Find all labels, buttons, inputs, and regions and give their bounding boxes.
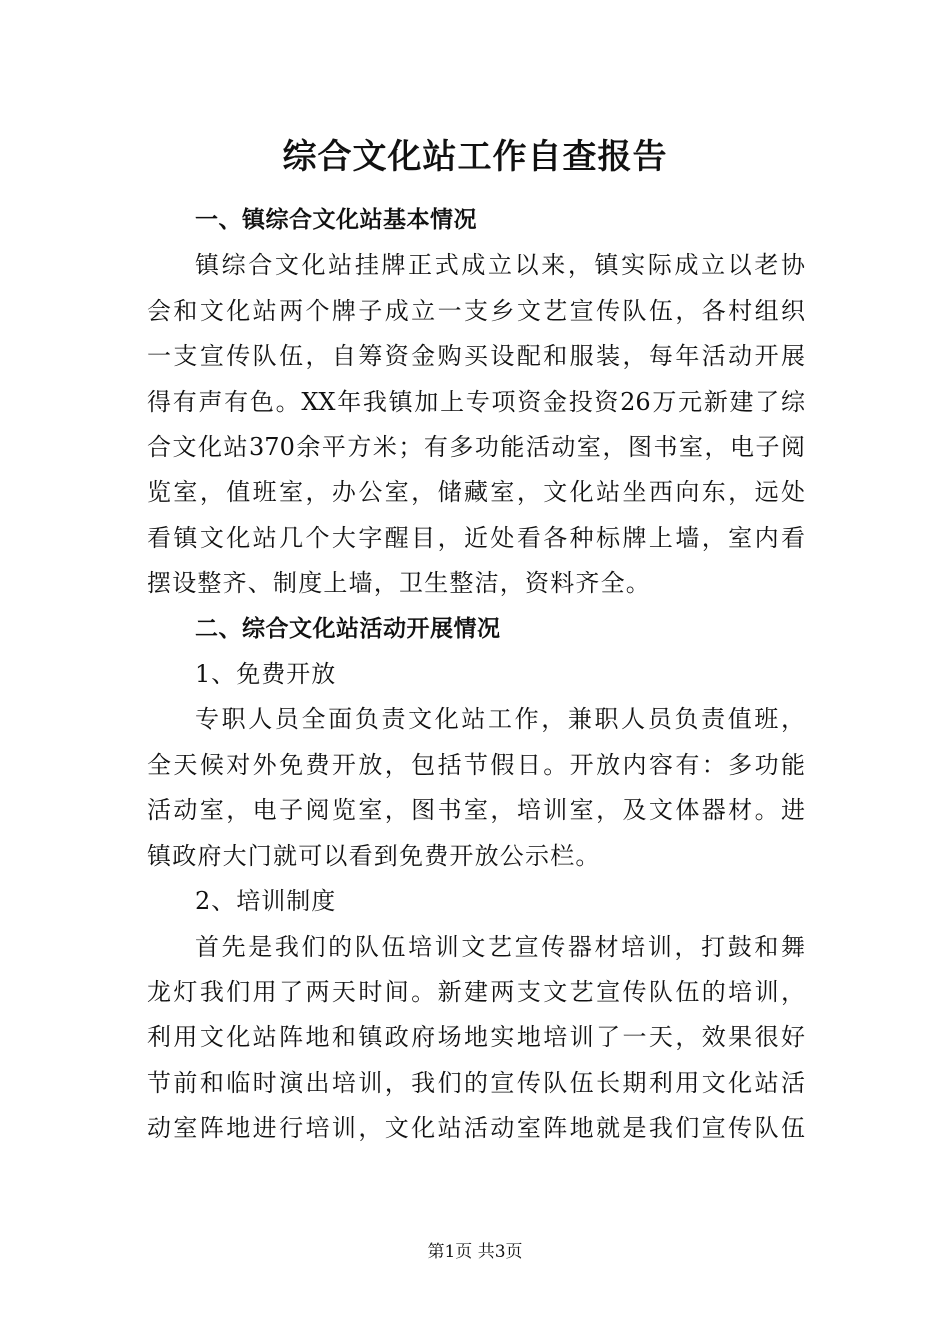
paragraph-line: 活动室，电子阅览室，图书室，培训室，及文体器材。进: [147, 796, 805, 825]
document-title: 综合文化站工作自查报告: [282, 137, 668, 177]
paragraph-line: 全天候对外免费开放，包括节假日。开放内容有：多功能: [147, 750, 805, 779]
paragraph-line: 动室阵地进行培训，文化站活动室阵地就是我们宣传队伍: [147, 1114, 805, 1143]
paragraph: [147, 243, 805, 606]
paragraph-line: 镇政府大门就可以看到免费开放公示栏。: [147, 841, 601, 870]
paragraph-line: 节前和临时演出培训，我们的宣传队伍长期利用文化站活: [147, 1068, 805, 1097]
paragraph-line: 得有声有色。XX年我镇加上专项资金投资26万元新建了综: [147, 387, 805, 416]
paragraph-line: 利用文化站阵地和镇政府场地实地培训了一天，效果很好: [147, 1023, 805, 1052]
paragraph-line: 览室，值班室，办公室，储藏室，文化站坐西向东，远处: [147, 478, 805, 507]
paragraph-line: 合文化站370余平方米；有多功能活动室，图书室，电子阅: [147, 433, 805, 462]
subsection-heading: 2、培训制度: [195, 887, 337, 916]
paragraph: [147, 925, 805, 1152]
document-body: [147, 198, 805, 1152]
paragraph-line: 摆设整齐、制度上墙，卫生整洁，资料齐全。: [147, 569, 651, 598]
paragraph: [147, 697, 805, 879]
paragraph-line: 看镇文化站几个大字醒目，近处看各种标牌上墙，室内看: [147, 523, 805, 552]
subsection-heading: 1、免费开放: [195, 660, 337, 689]
paragraph-line: 首先是我们的队伍培训文艺宣传器材培训，打鼓和舞: [195, 932, 805, 961]
paragraph-line: 一支宣传队伍，自筹资金购买设配和服装，每年活动开展: [147, 342, 805, 371]
section-heading: 一、镇综合文化站基本情况: [195, 207, 477, 233]
paragraph-line: 龙灯我们用了两天时间。新建两支文艺宣传队伍的培训，: [147, 977, 805, 1006]
section-heading: 二、综合文化站活动开展情况: [195, 615, 501, 642]
paragraph-line: 专职人员全面负责文化站工作，兼职人员负责值班，: [195, 705, 805, 734]
paragraph-line: 镇综合文化站挂牌正式成立以来，镇实际成立以老协: [195, 251, 805, 280]
page-footer: 第1页 共3页: [427, 1242, 523, 1262]
paragraph-line: 会和文化站两个牌子成立一支乡文艺宣传队伍，各村组织: [147, 296, 805, 325]
